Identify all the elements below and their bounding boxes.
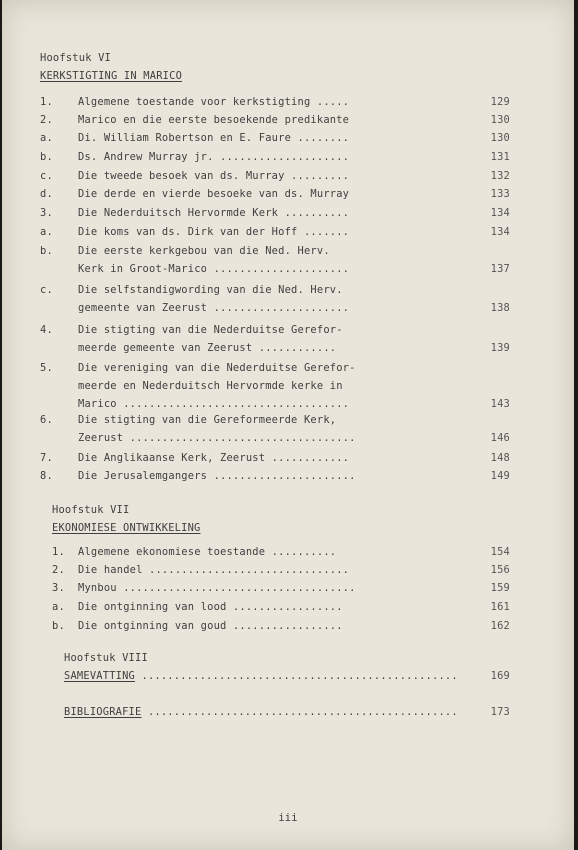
- entry-number: c.: [40, 170, 53, 182]
- entry-text-line: Die Nederduitsch Hervormde Kerk ..........: [78, 207, 350, 219]
- entry-page-number: 134: [490, 226, 510, 238]
- entry-text-line: Zeerust ...................................: [78, 432, 356, 444]
- entry-text-line: Ds. Andrew Murray jr. ....................: [78, 151, 350, 163]
- chapter-8-title: SAMEVATTING: [64, 670, 136, 682]
- chapter-6-heading: Hoofstuk VI: [40, 52, 112, 64]
- chapter-8-heading: Hoofstuk VIII: [64, 652, 148, 664]
- entry-page-number: 161: [490, 601, 510, 613]
- entry-text-line: Di. William Robertson en E. Faure ........: [78, 132, 350, 144]
- entry-text-line: Die ontginning van goud .................: [78, 620, 343, 632]
- entry-text-line: Die tweede besoek van ds. Murray .........: [78, 170, 350, 182]
- entry-page-number: 132: [490, 170, 510, 182]
- entry-text-line: Kerk in Groot-Marico .....................: [78, 263, 350, 275]
- entry-page-number: 148: [490, 452, 510, 464]
- entry-number: 7.: [40, 452, 53, 464]
- entry-page-number: 130: [490, 132, 510, 144]
- entry-text-line: Die selfstandigwording van die Ned. Herv.: [78, 284, 343, 296]
- document-page: [2, 0, 574, 850]
- entry-number: b.: [40, 245, 53, 257]
- entry-text-line: Die Jerusalemgangers ......................: [78, 470, 356, 482]
- entry-page-number: 146: [490, 432, 510, 444]
- entry-text-line: Marico en die eerste besoekende predikante: [78, 114, 350, 126]
- entry-text-line: gemeente van Zeerust .....................: [78, 302, 350, 314]
- entry-text-line: meerde gemeente van Zeerust ............: [78, 342, 337, 354]
- entry-page-number: 139: [490, 342, 510, 354]
- entry-page-number: 156: [490, 564, 510, 576]
- entry-number: 3.: [40, 207, 53, 219]
- chapter-6-title: KERKSTIGTING IN MARICO: [40, 70, 183, 82]
- footer-page-number: iii: [278, 812, 298, 824]
- entry-number: 5.: [40, 362, 53, 374]
- chapter-8-leader: .................................................: [141, 670, 458, 682]
- entry-number: 6.: [40, 414, 53, 426]
- entry-page-number: 162: [490, 620, 510, 632]
- bibliography-row: [64, 706, 458, 718]
- entry-text-line: meerde en Nederduitsch Hervormde kerke in: [78, 380, 343, 392]
- entry-text-line: Die handel ...............................: [78, 564, 350, 576]
- bibliography-title: BIBLIOGRAFIE: [64, 706, 142, 718]
- entry-number: 3.: [52, 582, 65, 594]
- entry-number: a.: [52, 601, 65, 613]
- entry-number: b.: [40, 151, 53, 163]
- entry-text-line: Die eerste kerkgebou van die Ned. Herv.: [78, 245, 330, 257]
- entry-text-line: Algemene toestande voor kerkstigting .....: [78, 96, 350, 108]
- entry-number: a.: [40, 132, 53, 144]
- entry-number: 1.: [52, 546, 65, 558]
- entry-number: b.: [52, 620, 65, 632]
- bibliography-leader: ................................................: [147, 706, 458, 718]
- entry-page-number: 154: [490, 546, 510, 558]
- entry-text-line: Die vereniging van die Nederduitse Gerefor-: [78, 362, 356, 374]
- entry-number: a.: [40, 226, 53, 238]
- entry-number: d.: [40, 188, 53, 200]
- entry-page-number: 138: [490, 302, 510, 314]
- entry-page-number: 143: [490, 398, 510, 410]
- entry-text-line: Die derde en vierde besoeke van ds. Murray: [78, 188, 350, 200]
- entry-number: 4.: [40, 324, 53, 336]
- entry-text-line: Marico ...................................: [78, 398, 350, 410]
- entry-page-number: 129: [490, 96, 510, 108]
- entry-page-number: 131: [490, 151, 510, 163]
- entry-text-line: Mynbou ....................................: [78, 582, 356, 594]
- chapter-7-heading: Hoofstuk VII: [52, 504, 130, 516]
- entry-number: 2.: [52, 564, 65, 576]
- chapter-8-title-row: [64, 670, 458, 682]
- entry-number: 2.: [40, 114, 53, 126]
- entry-page-number: 159: [490, 582, 510, 594]
- entry-page-number: 149: [490, 470, 510, 482]
- entry-text-line: Die Anglikaanse Kerk, Zeerust ............: [78, 452, 350, 464]
- entry-page-number: 137: [490, 263, 510, 275]
- entry-page-number: 134: [490, 207, 510, 219]
- entry-page-number: 130: [490, 114, 510, 126]
- entry-text-line: Die stigting van die Gereformeerde Kerk,: [78, 414, 337, 426]
- chapter-7-title: EKONOMIESE ONTWIKKELING: [52, 522, 201, 534]
- entry-number: c.: [40, 284, 53, 296]
- chapter-8-page: 169: [490, 670, 510, 682]
- entry-page-number: 133: [490, 188, 510, 200]
- entry-number: 8.: [40, 470, 53, 482]
- entry-text-line: Die stigting van die Nederduitse Gerefor-: [78, 324, 343, 336]
- bibliography-page: 173: [490, 706, 510, 718]
- entry-text-line: Die ontginning van lood .................: [78, 601, 343, 613]
- entry-text-line: Algemene ekonomiese toestande ..........: [78, 546, 337, 558]
- entry-text-line: Die koms van ds. Dirk van der Hoff .......: [78, 226, 350, 238]
- entry-number: 1.: [40, 96, 53, 108]
